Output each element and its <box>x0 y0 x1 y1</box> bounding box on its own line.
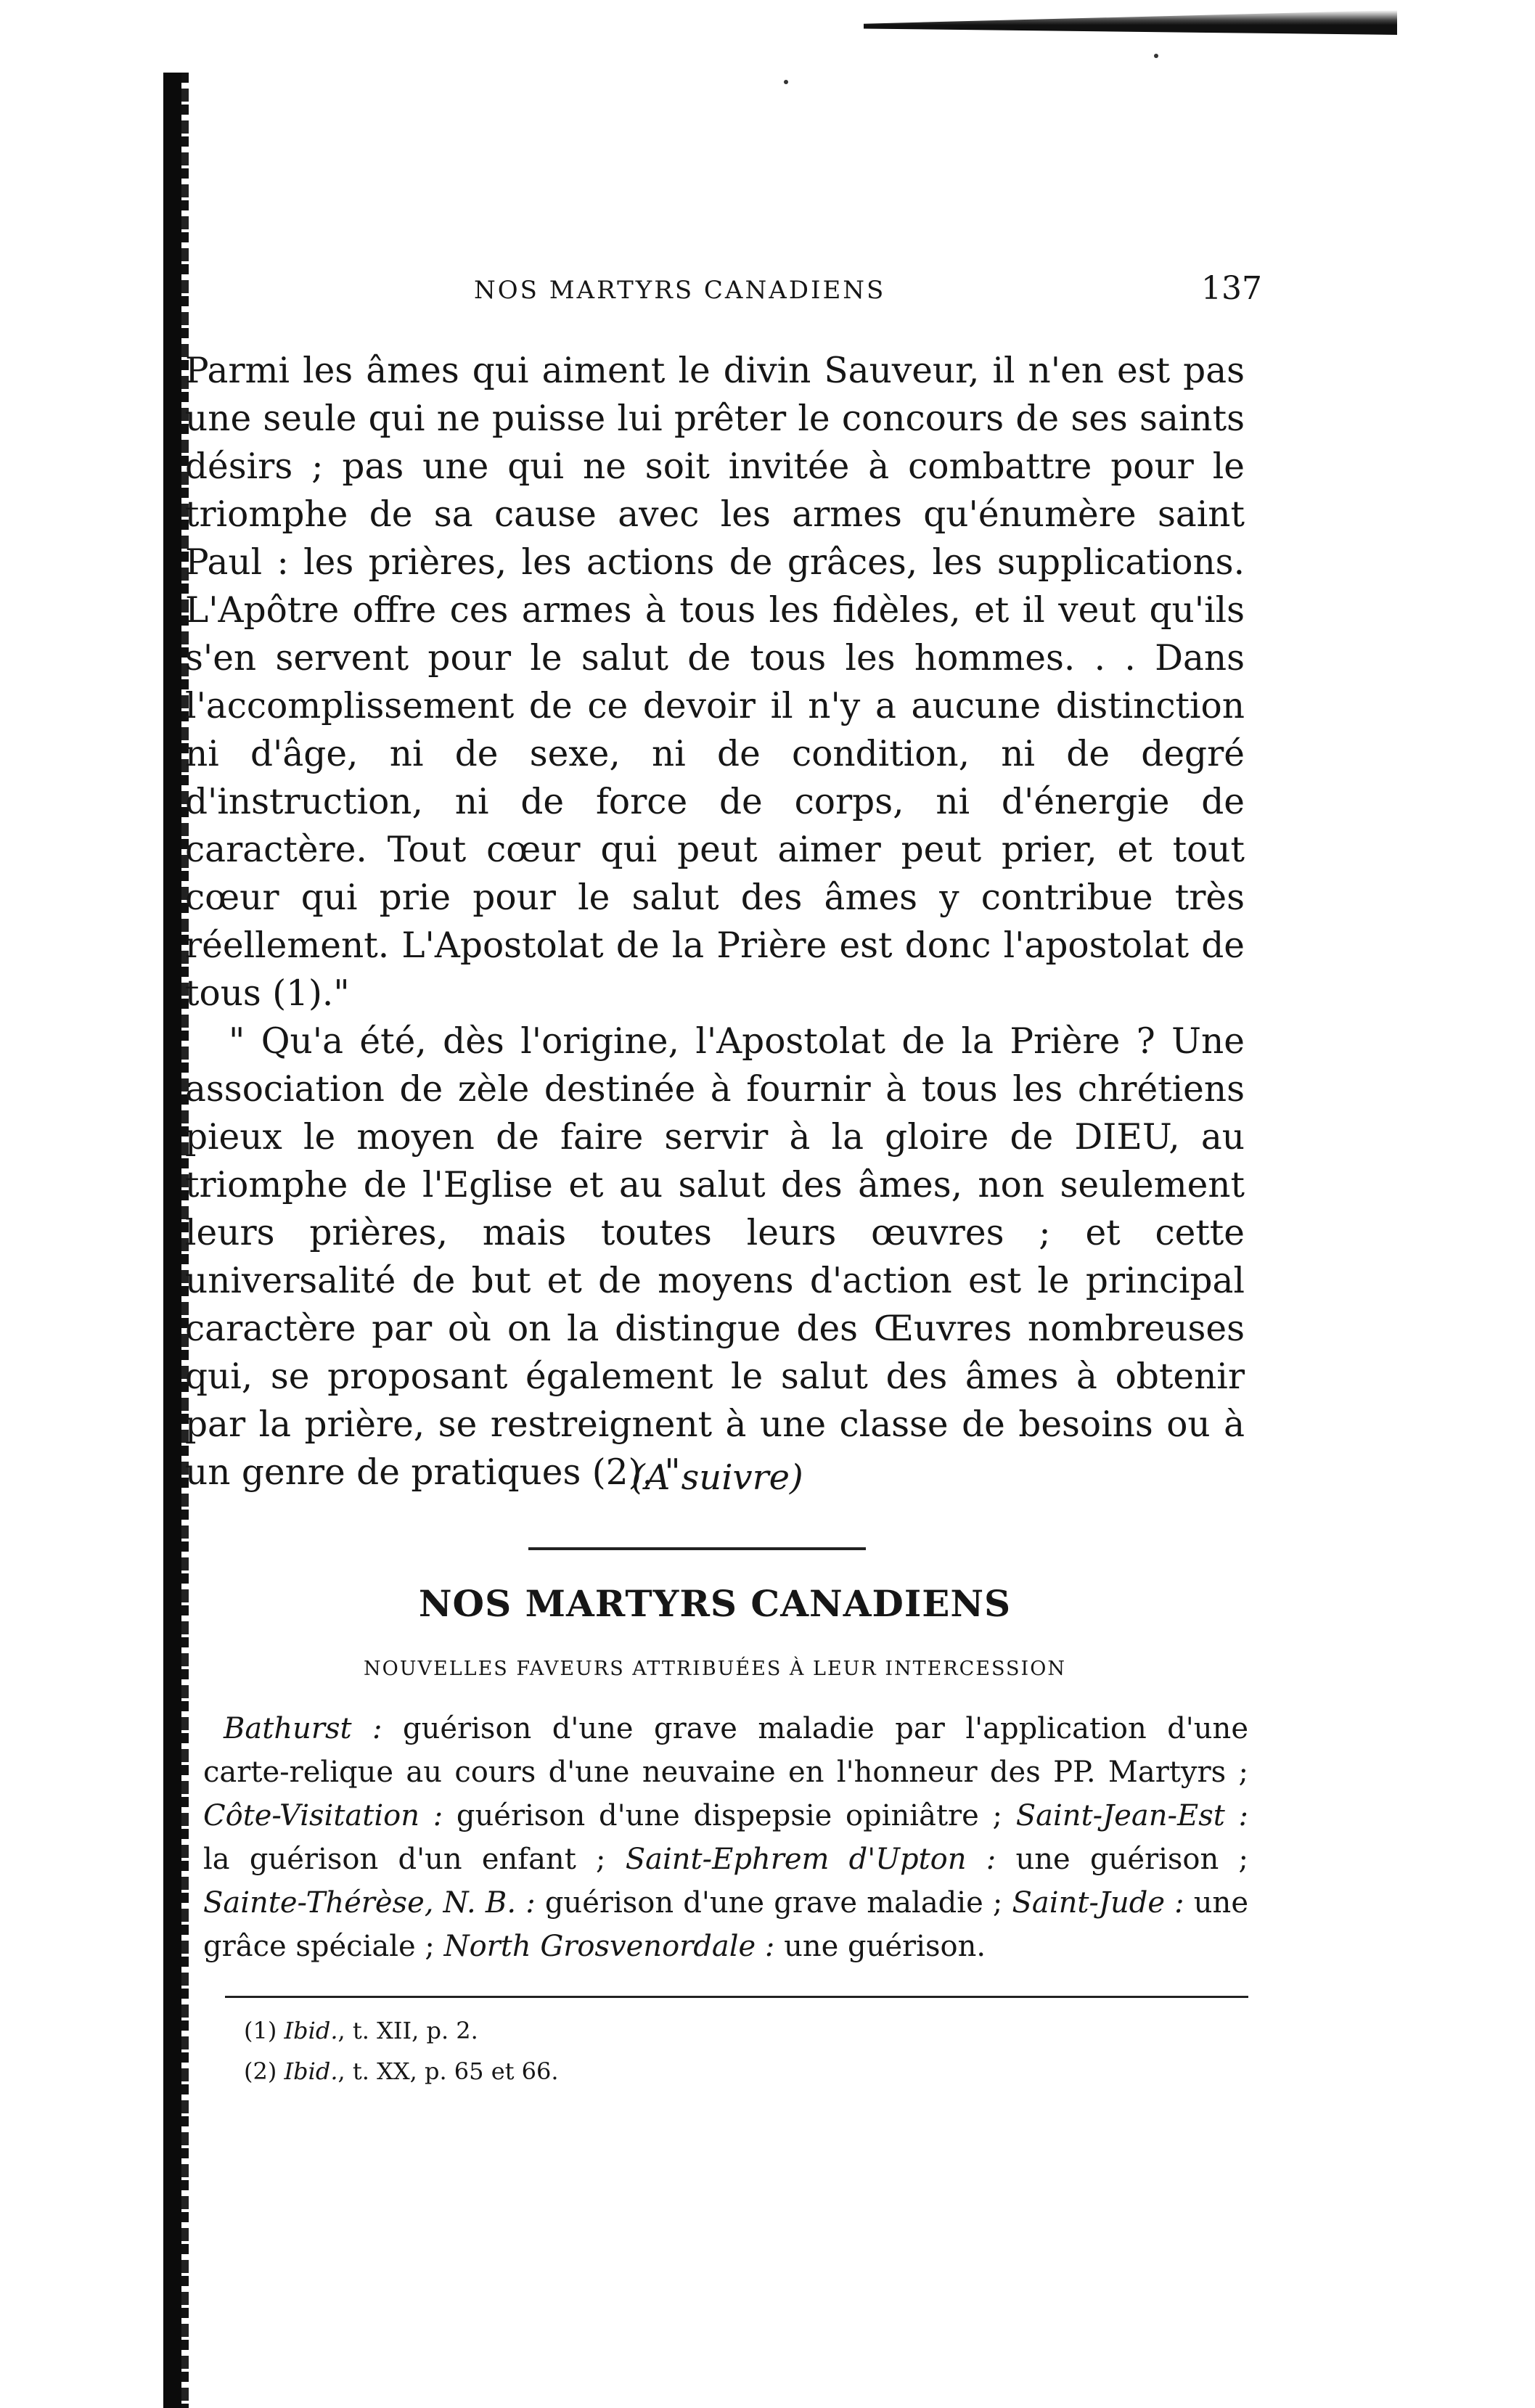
footnote-mark: (1) <box>244 2017 277 2044</box>
footnote-2 <box>244 2051 559 2092</box>
favor-text: guérison d'une dispepsie opiniâtre ; <box>443 1799 1016 1832</box>
scan-speck <box>784 80 788 84</box>
footnote-1 <box>244 2010 559 2051</box>
scan-top-rule <box>864 10 1397 35</box>
footnote-rule <box>225 1996 1248 1998</box>
running-head <box>185 261 1262 319</box>
section-heading: NOS MARTYRS CANADIENS <box>418 1582 1012 1625</box>
running-title: NOS MARTYRS CANADIENS <box>474 276 886 305</box>
footnote-mark: (2) <box>244 2057 277 2085</box>
favor-place: Saint-Jude : <box>1012 1886 1184 1920</box>
favor-text: une guérison. <box>774 1930 986 1963</box>
favor-text: guérison d'une grave maladie ; <box>535 1886 1012 1920</box>
favor-text: la guérison d'un enfant ; <box>203 1843 626 1876</box>
favor-text: une grâce spéciale ; <box>203 1886 1248 1963</box>
favor-place: Sainte-Thérèse, N. B. : <box>203 1886 536 1920</box>
section-divider <box>528 1547 866 1550</box>
article-body <box>185 347 1245 1496</box>
paragraph-1: Parmi les âmes qui aiment le divin Sauveur, il n'en est pas une seule qui ne puisse lui prêter le concours de ses saints désirs ; pas une qui ne soit invitée à combattre pour le triomphe de sa cause avec les armes qu'énumère saint Paul : les prières, les actions de grâces, les supplications. L'Apôtre offre ces armes à tous les fidèles, et il veut qu'ils s'en servent pour le salut de tous les hommes. . . Dans l'accomplissement de ce devoir il n'y a aucune distinction ni d'âge, ni de sexe, ni de condition, ni de degré d'instruction, ni de force de corps, ni d'énergie de caractère. Tout cœur qui peut aimer peut prier, et tout cœur qui prie pour le salut des âmes y contribue très réellement. L'Apostolat de la Prière est donc l'apostolat de tous (1)." <box>185 351 1245 1014</box>
page-number: 137 <box>1201 270 1262 307</box>
favor-text: guérison d'une grave maladie par l'application d'une carte-relique au cours d'une neuvaine en l'honneur des PP. Martyrs ; <box>203 1712 1248 1789</box>
section-subheading: NOUVELLES FAVEURS ATTRIBUÉES À LEUR INTERCESSION <box>364 1658 1066 1680</box>
favor-place: Saint-Ephrem d'Upton : <box>625 1843 996 1876</box>
favor-place: Bathurst : <box>224 1712 382 1745</box>
favor-text: une guérison ; <box>996 1843 1248 1876</box>
favor-place: Côte-Visitation : <box>203 1799 443 1832</box>
favor-place: Saint-Jean-Est : <box>1015 1799 1249 1832</box>
footnote-ref: Ibid. <box>284 2017 338 2044</box>
footnote-ref: Ibid. <box>284 2057 338 2085</box>
paragraph-2: " Qu'a été, dès l'origine, l'Apostolat de la Prière ? Une association de zèle destinée à fournir à tous les chrétiens pieux le moyen de faire servir à la gloire de DIEU, au triomphe de l'Eglise et au salut des âmes, non seulement leurs prières, mais toutes leurs œuvres ; et cette universalité de but et de moyens d'action est le principal caractère par où on la distingue des Œuvres nombreuses qui, se proposant également le salut des âmes à obtenir par la prière, se restreignent à une classe de besoins ou à un genre de pratiques (2). " <box>185 1021 1245 1493</box>
favor-place: North Grosvenordale : <box>443 1930 775 1963</box>
footnotes <box>244 2010 559 2092</box>
to-be-continued: (A suivre) <box>631 1457 803 1498</box>
footnote-text: , t. XII, p. 2. <box>337 2017 478 2044</box>
favors-list <box>203 1707 1248 1968</box>
scan-speck <box>1154 54 1158 58</box>
footnote-text: , t. XX, p. 65 et 66. <box>337 2057 559 2085</box>
